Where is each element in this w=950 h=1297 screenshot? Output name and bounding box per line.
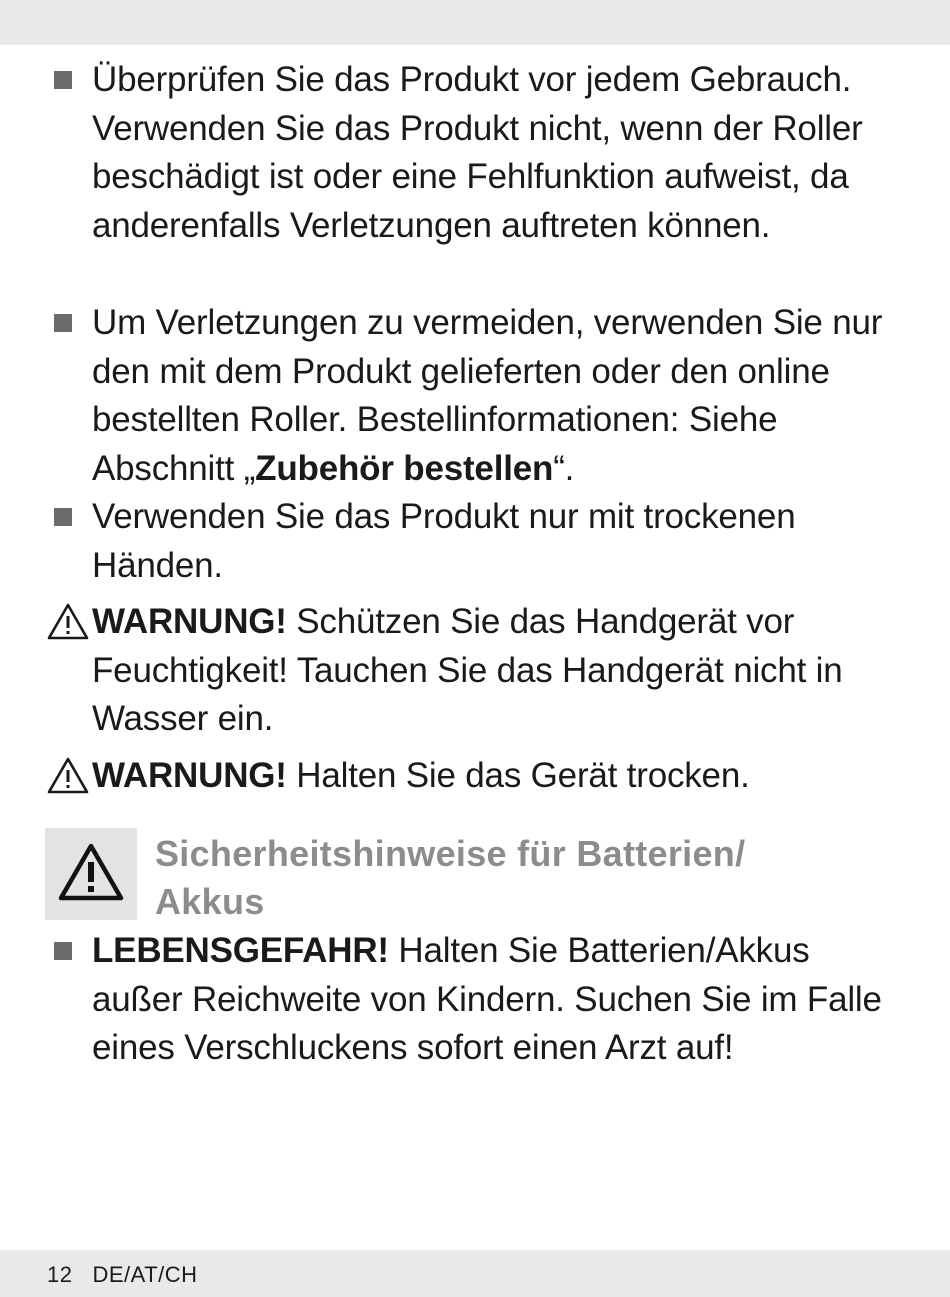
warning-triangle-icon <box>47 757 89 795</box>
list-item-text <box>47 299 907 493</box>
section-title-line: Sicherheitshinweise für Batterien/ <box>155 833 746 874</box>
warning-triangle-icon <box>47 603 89 641</box>
square-bullet-icon <box>54 314 72 332</box>
list-item <box>47 299 907 493</box>
list-item-text-part: “. <box>553 448 575 488</box>
warning-notice <box>47 752 907 801</box>
warning-body: Schützen Sie das Handgerät vor Feuchtigkeit! Tauchen Sie das Handgerät nicht in Wasser ein. <box>92 602 843 738</box>
warning-text <box>47 598 907 744</box>
list-item <box>47 493 907 590</box>
warning-label: WARNUNG! <box>92 756 287 795</box>
list-item <box>47 927 907 1073</box>
list-item-text-part: Um Verletzungen zu vermeiden, verwenden Sie nur den mit dem Produkt gelieferten oder den online bestellten Roller. Bestellinformationen: Siehe Abschnitt „ <box>92 303 883 488</box>
section-icon-box <box>45 828 137 920</box>
list-item-text: Überprüfen Sie das Produkt vor jedem Gebrauch. Verwenden Sie das Produkt nicht, wenn der Roller beschädigt ist oder eine Fehlfunktion aufweist, da anderenfalls Verletzungen auftreten können. <box>92 60 863 245</box>
section-title-line: Akkus <box>155 881 265 922</box>
danger-body: Halten Sie Batterien/Akkus außer Reichweite von Kindern. Suchen Sie im Falle eines Verschluckens sofort einen Arzt auf! <box>92 931 882 1067</box>
square-bullet-icon <box>54 71 72 89</box>
square-bullet-icon <box>54 508 72 526</box>
danger-label: LEBENSGEFAHR! <box>92 931 389 970</box>
warning-triangle-icon <box>57 842 125 904</box>
warning-notice <box>47 598 907 744</box>
section-heading <box>45 828 905 922</box>
footer <box>47 1262 198 1288</box>
list-item-text: Verwenden Sie das Produkt nur mit trockenen Händen. <box>92 497 796 585</box>
page-number: 12 <box>47 1262 73 1287</box>
locale-label: DE/AT/CH <box>92 1262 198 1287</box>
list-item-text <box>47 927 907 1073</box>
list-item <box>47 56 907 250</box>
cross-reference: Zubehör bestellen <box>255 448 554 488</box>
section-title <box>155 830 745 926</box>
top-bar <box>0 0 950 45</box>
warning-body: Halten Sie das Gerät trocken. <box>286 756 750 795</box>
square-bullet-icon <box>54 942 72 960</box>
warning-text <box>47 752 907 801</box>
warning-label: WARNUNG! <box>92 602 287 641</box>
